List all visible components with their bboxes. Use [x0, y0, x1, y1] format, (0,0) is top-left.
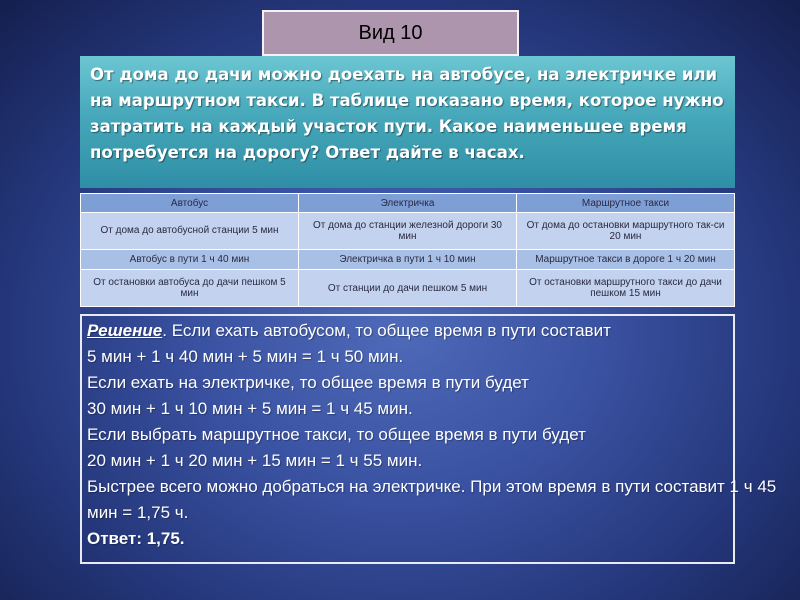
- timetable-grid: [80, 193, 735, 307]
- table-cell: От дома до остановки маршрутного так-си 20 мин: [517, 213, 735, 250]
- table-cell: Маршрутное такси в дороге 1 ч 20 мин: [517, 249, 735, 270]
- problem-statement: От дома до дачи можно доехать на автобусе, на электричке или на маршрутном такси. В таблице показано время, которое нужно затратить на каждый участок пути. Какое наименьшее время потребуется на дорогу? Ответ дайте в часах.: [80, 56, 735, 188]
- solution-answer: Ответ: 1,75.: [87, 529, 185, 548]
- table-cell: Автобус в пути 1 ч 40 мин: [81, 249, 299, 270]
- solution-text: [87, 318, 787, 552]
- table-cell: От дома до станции железной дороги 30 мин: [299, 213, 517, 250]
- table-cell: От остановки маршрутного такси до дачи пешком 15 мин: [517, 270, 735, 307]
- table-cell: От дома до автобусной станции 5 мин: [81, 213, 299, 250]
- solution-line: 5 мин + 1 ч 40 мин + 5 мин = 1 ч 50 мин.: [87, 347, 404, 366]
- solution-line: Быстрее всего можно добраться на электричке. При этом время в пути составит 1 ч 45 мин = 1,75 ч.: [87, 477, 777, 522]
- slide-title: Вид 10: [262, 10, 519, 56]
- solution-line: 30 мин + 1 ч 10 мин + 5 мин = 1 ч 45 мин.: [87, 399, 413, 418]
- table-header-row: [81, 194, 735, 213]
- table-cell: От остановки автобуса до дачи пешком 5 мин: [81, 270, 299, 307]
- table-row: [81, 270, 735, 307]
- solution-label: Решение: [87, 321, 163, 340]
- timetable: [80, 193, 735, 307]
- solution-line: 20 мин + 1 ч 20 мин + 15 мин = 1 ч 55 мин.: [87, 451, 423, 470]
- solution-line: Если выбрать маршрутное такси, то общее время в пути будет: [87, 425, 586, 444]
- table-row: [81, 249, 735, 270]
- solution-intro-text: . Если ехать автобусом, то общее время в пути составит: [162, 321, 611, 340]
- header-bus: Автобус: [81, 194, 299, 213]
- header-taxi: Маршрутное такси: [517, 194, 735, 213]
- table-cell: Электричка в пути 1 ч 10 мин: [299, 249, 517, 270]
- table-row: [81, 213, 735, 250]
- table-cell: От станции до дачи пешком 5 мин: [299, 270, 517, 307]
- header-train: Электричка: [299, 194, 517, 213]
- solution-line: Если ехать на электричке, то общее время в пути будет: [87, 373, 529, 392]
- solution-intro: [87, 318, 787, 344]
